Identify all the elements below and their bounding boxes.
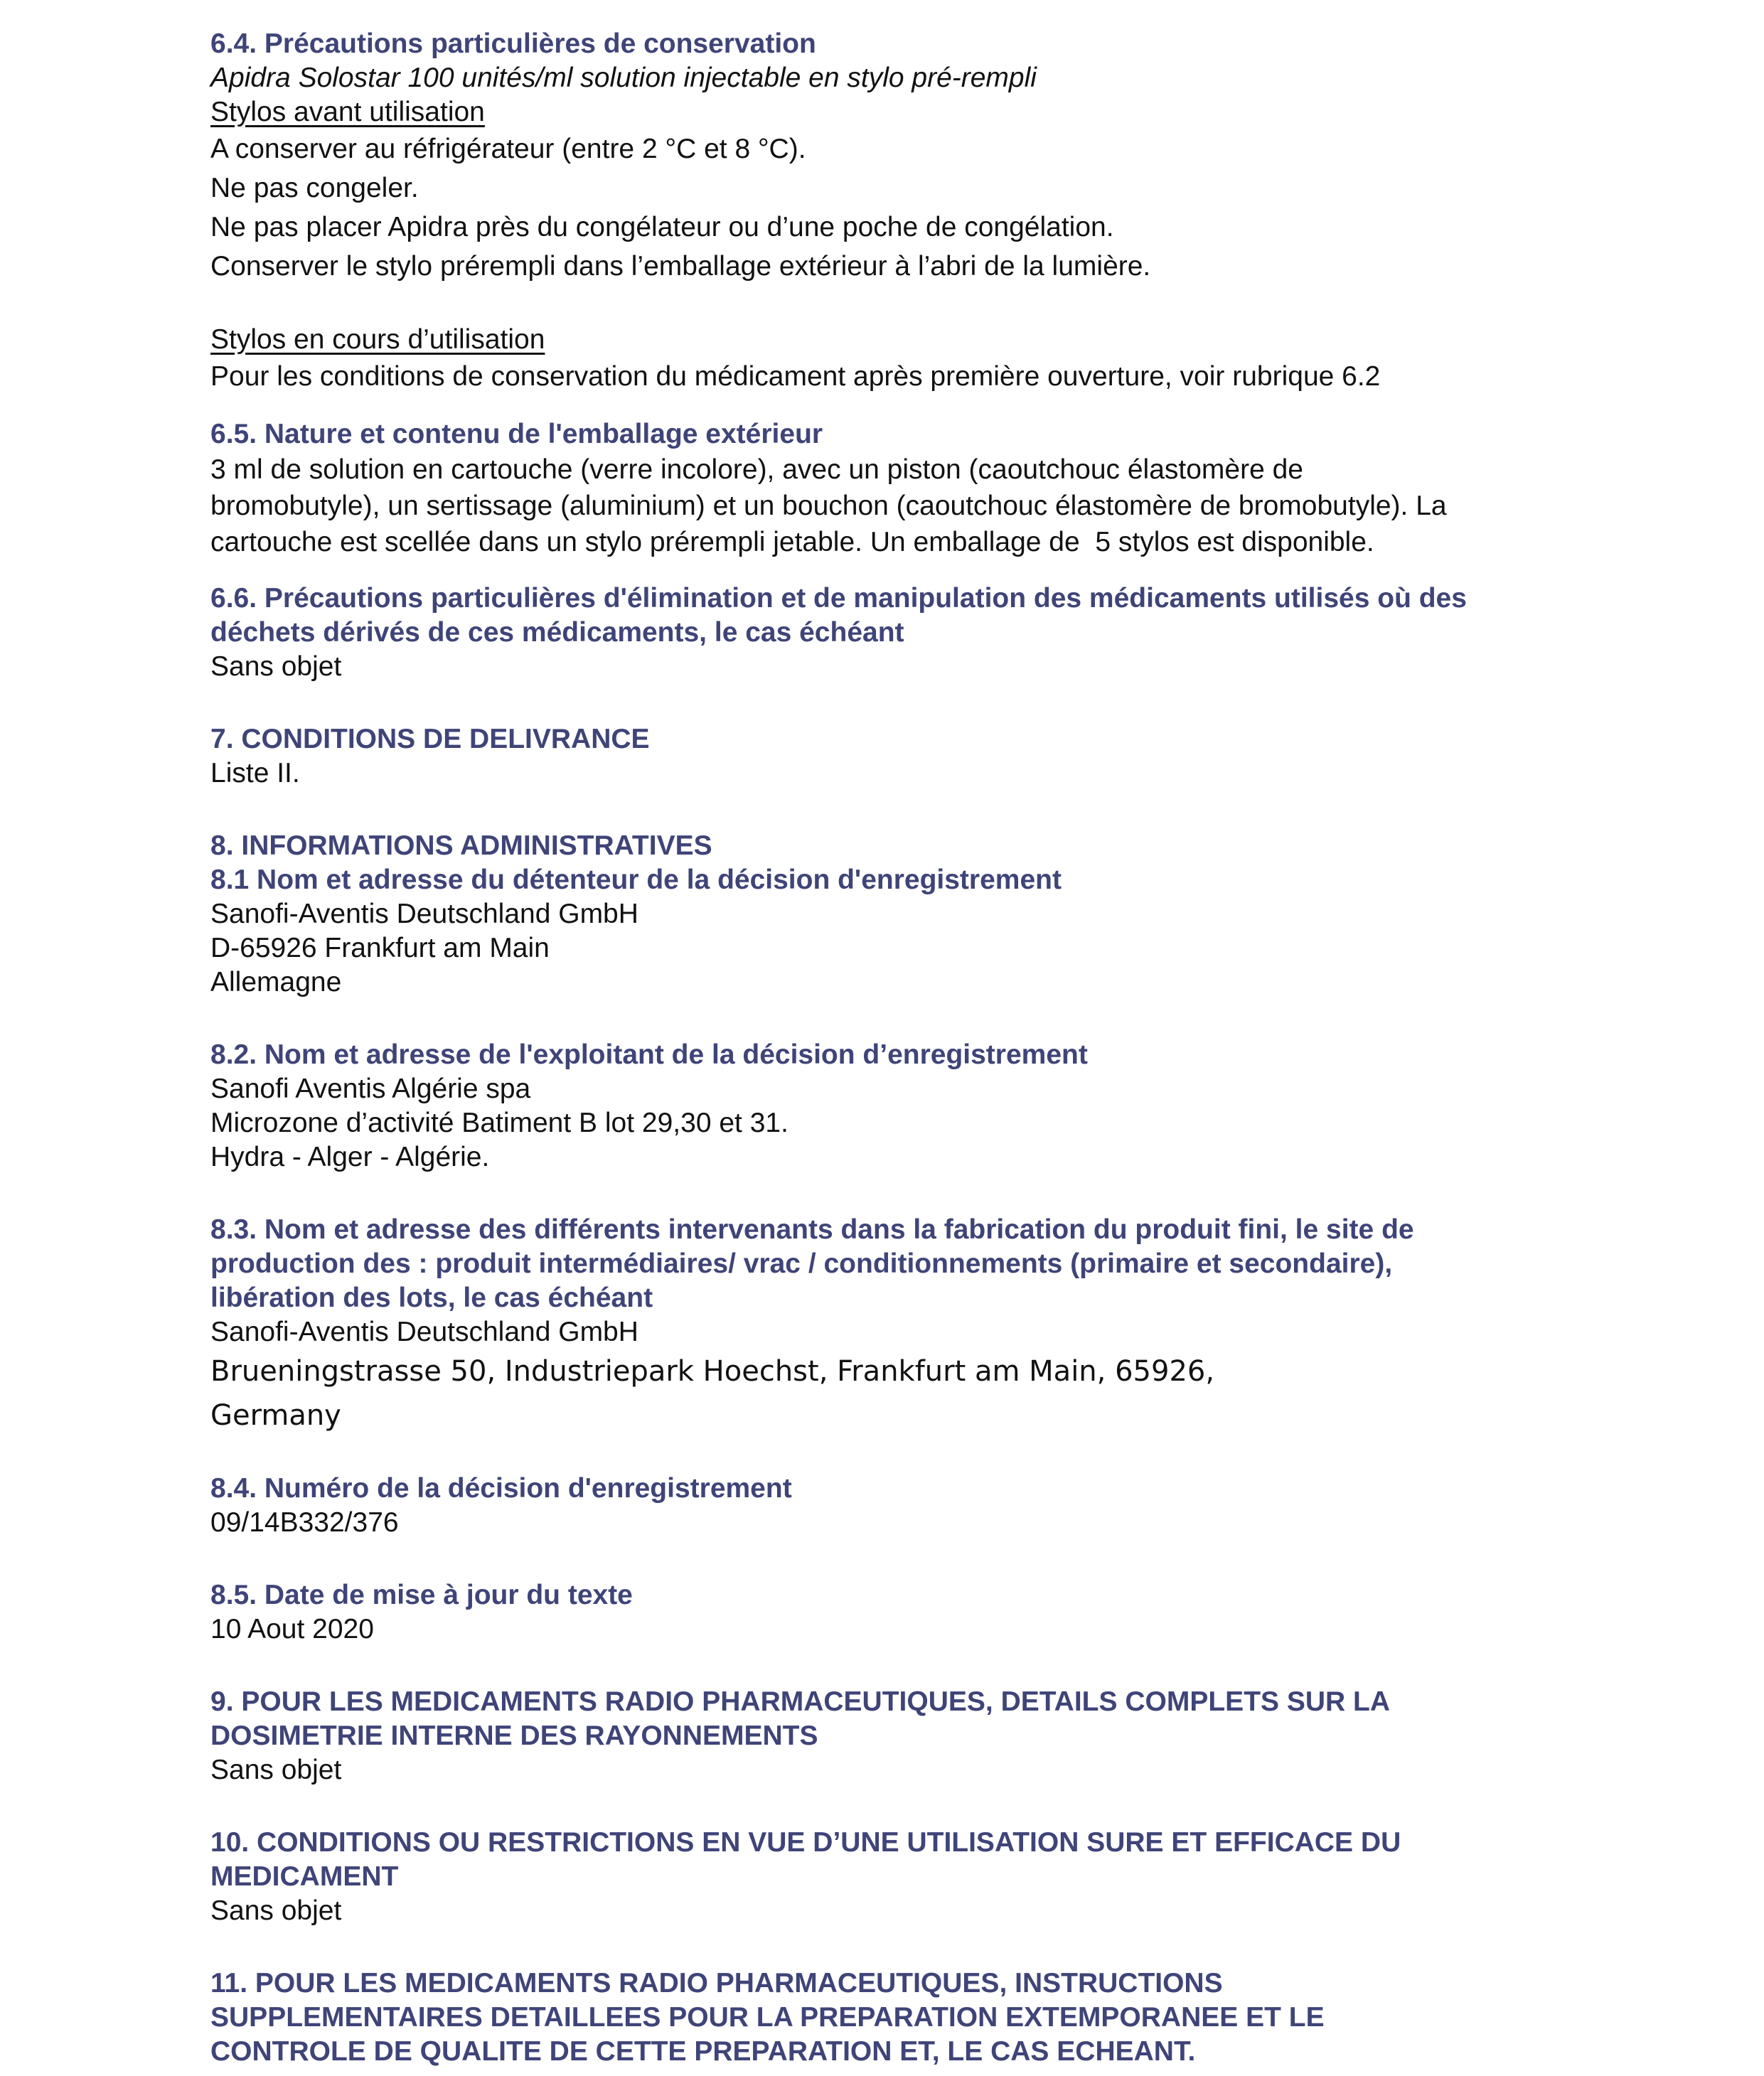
section-7 [210, 722, 1590, 791]
section-6-6-title: 6.6. Précautions particulières d'élimination et de manipulation des médicaments utilisés où des [210, 583, 1467, 614]
operator-line: Hydra - Alger - Algérie. [210, 1142, 490, 1172]
storage-line: Conserver le stylo prérempli dans l’emballage extérieur à l’abri de la lumière. [210, 251, 1151, 282]
section-10-text: Sans objet [210, 1895, 342, 1926]
section-11-title: CONTROLE DE QUALITE DE CETTE PREPARATION ET, LE CAS ECHEANT. [210, 2036, 1196, 2067]
manufacturer-address: Brueningstrasse 50, Industriepark Hoechst, Frankfurt am Main, 65926, [210, 1355, 1215, 1388]
section-6-6-text: Sans objet [210, 651, 342, 682]
manufacturer-country: Germany [210, 1399, 341, 1432]
holder-line: Sanofi-Aventis Deutschland GmbH [210, 899, 638, 929]
section-6-5 [210, 417, 1590, 560]
section-8-2-title: 8.2. Nom et adresse de l'exploitant de la décision d’enregistrement [210, 1039, 1088, 1070]
operator-line: Sanofi Aventis Algérie spa [210, 1074, 531, 1104]
section-8 [210, 829, 1590, 1647]
storage-line: Ne pas placer Apidra près du congélateur ou d’une poche de congélation. [210, 212, 1114, 242]
update-date: 10 Aout 2020 [210, 1614, 374, 1644]
section-6-6-title: déchets dérivés de ces médicaments, le cas échéant [210, 617, 904, 648]
section-6-5-title: 6.5. Nature et contenu de l'emballage extérieur [210, 419, 823, 449]
section-6-4 [210, 27, 1590, 396]
storage-line: A conserver au réfrigérateur (entre 2 °C et 8 °C). [210, 134, 806, 164]
registration-number: 09/14B332/376 [210, 1507, 399, 1538]
section-7-text: Liste II. [210, 758, 300, 788]
section-6-6 [210, 582, 1590, 684]
section-8-5-title: 8.5. Date de mise à jour du texte [210, 1580, 633, 1610]
section-8-3-title: 8.3. Nom et adresse des différents intervenants dans la fabrication du produit fini, le site de [210, 1214, 1414, 1245]
section-11-title: 11. POUR LES MEDICAMENTS RADIO PHARMACEUTIQUES, INSTRUCTIONS [210, 1968, 1223, 1999]
subheading-before-use: Stylos avant utilisation [210, 97, 485, 127]
packaging-line: 3 ml de solution en cartouche (verre incolore), avec un piston (caoutchouc élastomère de [210, 454, 1303, 485]
packaging-line: cartouche est scellée dans un stylo prérempli jetable. Un emballage de 5 stylos est disponible. [210, 527, 1374, 557]
in-use-line: Pour les conditions de conservation du médicament après première ouverture, voir rubrique 6.2 [210, 361, 1381, 392]
section-11-title: SUPPLEMENTAIRES DETAILLEES POUR LA PREPARATION EXTEMPORANEE ET LE [210, 2002, 1325, 2033]
section-8-3-title: libération des lots, le cas échéant [210, 1283, 653, 1313]
section-8-1-title: 8.1 Nom et adresse du détenteur de la décision d'enregistrement [210, 865, 1062, 895]
section-9 [210, 1685, 1590, 1787]
section-6-4-title: 6.4. Précautions particulières de conservation [210, 28, 816, 59]
section-8-3-title: production des : produit intermédiaires/ vrac / conditionnements (primaire et secondaire), [210, 1248, 1393, 1279]
section-9-title: DOSIMETRIE INTERNE DES RAYONNEMENTS [210, 1721, 818, 1751]
operator-line: Microzone d’activité Batiment B lot 29,30 et 31. [210, 1108, 789, 1138]
subheading-in-use: Stylos en cours d’utilisation [210, 324, 545, 355]
storage-line: Ne pas congeler. [210, 173, 419, 203]
section-10 [210, 1826, 1590, 1928]
section-9-title: 9. POUR LES MEDICAMENTS RADIO PHARMACEUTIQUES, DETAILS COMPLETS SUR LA [210, 1686, 1391, 1717]
holder-line: D-65926 Frankfurt am Main [210, 933, 550, 963]
packaging-line: bromobutyle), un sertissage (aluminium) et un bouchon (caoutchouc élastomère de bromobutyle). La [210, 491, 1447, 521]
holder-line: Allemagne [210, 967, 342, 997]
section-8-title: 8. INFORMATIONS ADMINISTRATIVES [210, 830, 712, 861]
section-10-title: 10. CONDITIONS OU RESTRICTIONS EN VUE D’UNE UTILISATION SURE ET EFFICACE DU [210, 1827, 1401, 1858]
section-8-4-title: 8.4. Numéro de la décision d'enregistrement [210, 1473, 792, 1504]
manufacturer-name: Sanofi-Aventis Deutschland GmbH [210, 1317, 638, 1347]
section-7-title: 7. CONDITIONS DE DELIVRANCE [210, 724, 650, 754]
section-10-title: MEDICAMENT [210, 1861, 399, 1892]
section-11 [210, 1967, 1590, 2069]
document-page [210, 27, 1590, 2069]
product-name: Apidra Solostar 100 unités/ml solution injectable en stylo pré-rempli [210, 63, 1037, 93]
section-9-text: Sans objet [210, 1755, 342, 1785]
